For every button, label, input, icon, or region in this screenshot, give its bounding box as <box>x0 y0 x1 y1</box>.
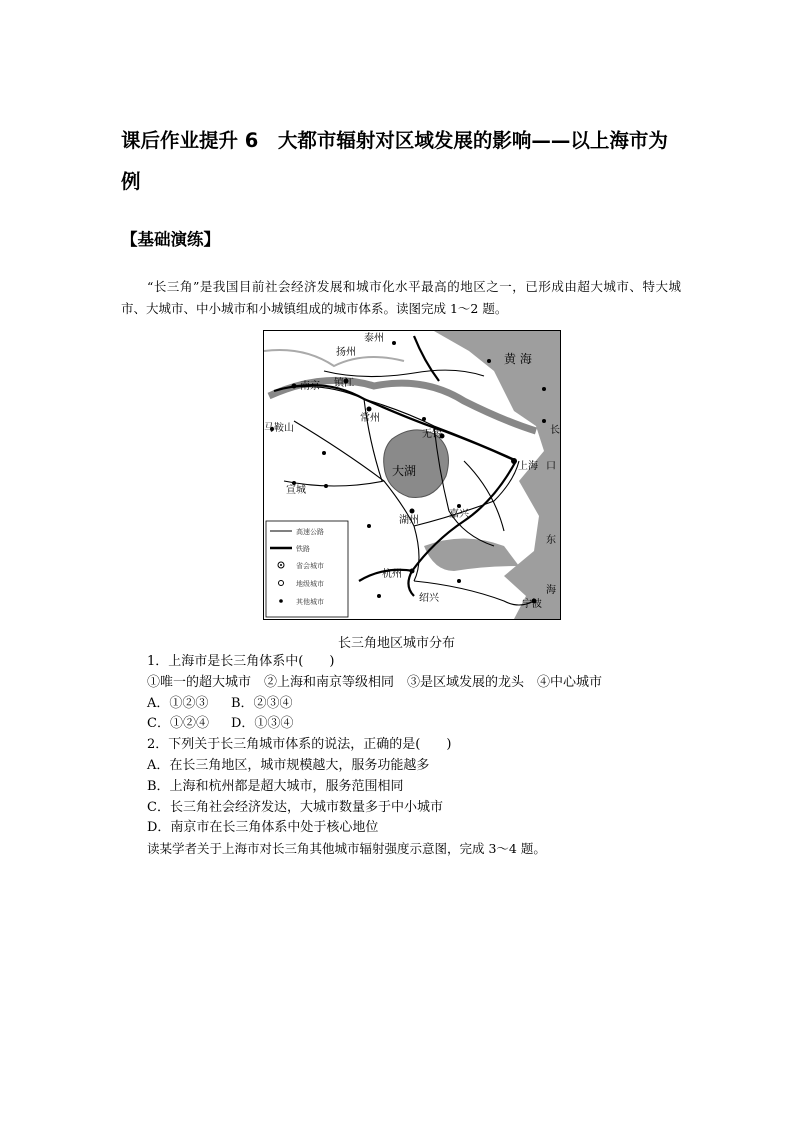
question-1-stem: 1．上海市是长三角体系中( ) <box>147 654 335 669</box>
legend-highway: 高速公路 <box>296 528 324 536</box>
river-north <box>264 350 404 366</box>
label-xuancheng: 宣城 <box>286 485 306 496</box>
label-hangzhou: 杭州 <box>382 569 402 580</box>
label-maanshan: 马鞍山 <box>264 423 294 434</box>
page-title: 课后作业提升 6 大都市辐射对区域发展的影响——以上海市为例 <box>121 129 668 193</box>
label-jiaxing: 嘉兴 <box>449 509 469 520</box>
label-zhenjiang: 镇江 <box>334 378 354 389</box>
label-shaoxing: 绍兴 <box>419 593 439 604</box>
question-1-statements: ①唯一的超大城市 ②上海和南京等级相同 ③是区域发展的龙头 ④中心城市 <box>147 674 603 690</box>
yangtze-delta-map <box>263 330 561 620</box>
label-kou: 口 <box>546 461 556 472</box>
question-2-choice-c: C．长三角社会经济发达，大城市数量多于中小城市 <box>147 799 443 815</box>
question-1-options-row <box>147 694 687 715</box>
legend-railway: 铁路 <box>296 545 310 553</box>
label-dahu: 大湖 <box>392 464 417 478</box>
questions-block <box>147 652 687 839</box>
label-dong: 东 <box>546 535 556 546</box>
question-1-options-row <box>147 714 687 735</box>
label-yangzhou: 扬州 <box>336 347 356 358</box>
option-d: D．①③④ <box>231 716 294 732</box>
option-c: C．①②④ <box>147 716 209 732</box>
map-graphic <box>264 331 560 619</box>
option-a: A．①②③ <box>147 695 209 711</box>
question-2-stem: 2．下列关于长三角城市体系的说法，正确的是( ) <box>147 737 452 753</box>
label-changzhou: 常州 <box>360 413 380 424</box>
option-b: B．②③④ <box>231 695 293 711</box>
label-nanjing: 南京 <box>300 381 320 392</box>
legend-other: 其他城市 <box>296 598 324 606</box>
hangzhou-bay <box>424 539 519 572</box>
intro-paragraph: “长三角”是我国目前社会经济发展和城市化水平最高的地区之一，已形成由超大城市、特大城市、大城市、中小城市和小城镇组成的城市体系。读图完成 1～2 题。 <box>121 279 681 316</box>
sea-area <box>434 331 560 619</box>
label-huzhou: 湖州 <box>399 515 419 526</box>
label-chang: 长 <box>550 425 560 436</box>
question-2-choice-d: D．南京市在长三角体系中处于核心地位 <box>147 820 379 836</box>
question-2-choice-b: B．上海和杭州都是超大城市，服务范围相同 <box>147 778 404 794</box>
section-heading: 【基础演练】 <box>121 230 220 249</box>
label-ningbo: 宁波 <box>522 599 542 610</box>
label-shanghai: 上海 <box>518 461 538 472</box>
closing-instruction: 读某学者关于上海市对长三角其他城市辐射强度示意图，完成 3～4 题。 <box>147 841 546 856</box>
label-hai: 海 <box>546 585 556 596</box>
map-caption: 长三角地区城市分布 <box>337 636 455 651</box>
label-wuxi: 无锡 <box>422 429 442 440</box>
label-taizhou: 泰州 <box>364 333 384 344</box>
legend-provincial: 省会城市 <box>296 562 324 570</box>
legend-prefecture: 地级城市 <box>296 580 324 588</box>
map-legend <box>266 521 348 617</box>
question-2-choice-a: A．在长三角地区，城市规模越大，服务功能越多 <box>147 757 430 773</box>
label-huanghai: 黄 海 <box>504 352 532 366</box>
